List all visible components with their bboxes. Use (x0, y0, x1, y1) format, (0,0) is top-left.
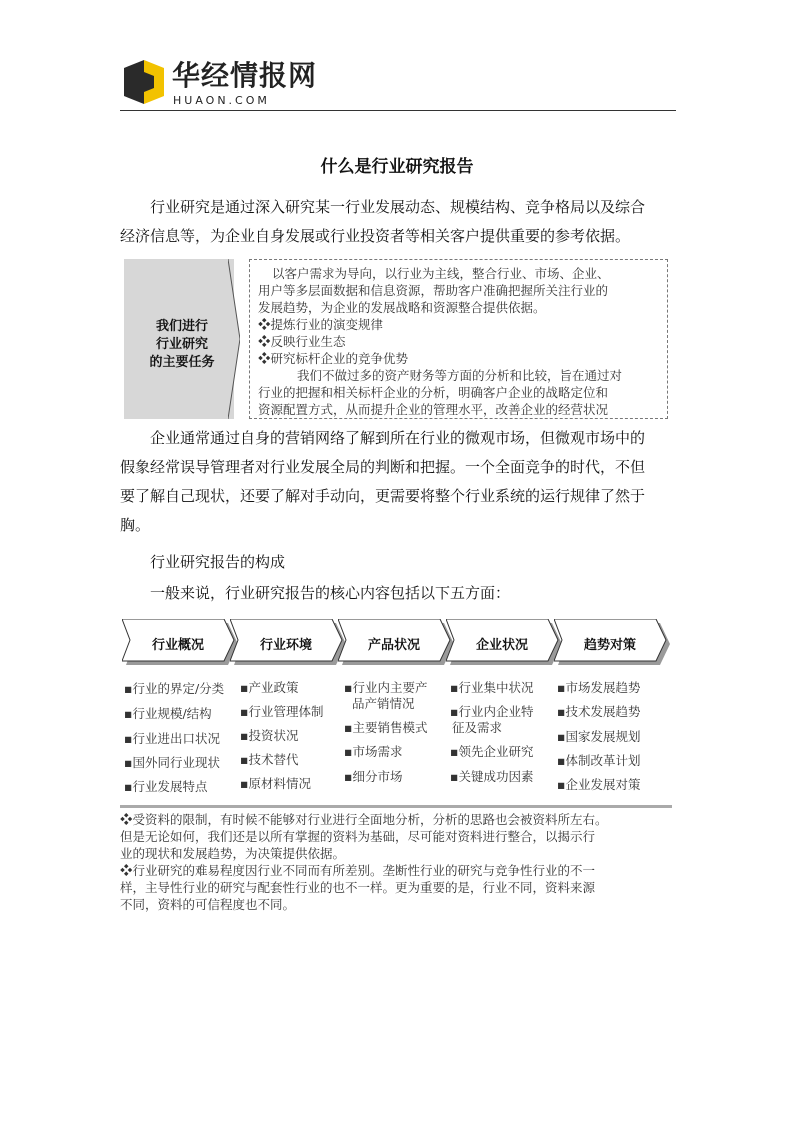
task-text-line: 行业的把握和相关标杆企业的分析，明确客户企业的战略定位和 (258, 385, 609, 400)
page-title: 什么是行业研究报告 (320, 157, 474, 177)
brand-domain: HUAON.COM (173, 94, 270, 107)
list-item: ▪技术替代 (240, 752, 299, 767)
market-paragraph (120, 424, 676, 540)
list-item: ▪行业发展特点 (124, 779, 208, 794)
list-item: ▪体制改革计划 (557, 753, 641, 768)
paragraph-line: 要了解自己现状，还要了解对手动向，更需要将整个行业系统的运行规律了然于 (120, 487, 646, 505)
list-item: 征及需求 (452, 720, 503, 735)
list-item: ▪国外同行业现状 (124, 755, 220, 770)
list-item: ▪企业发展对策 (557, 777, 641, 792)
list-item: ▪市场需求 (344, 744, 403, 759)
list-item: ▪关键成功因素 (450, 769, 534, 784)
column-header: 趋势对策 (583, 638, 636, 653)
list-item: ▪投资状况 (240, 728, 299, 743)
column-header: 行业概况 (151, 638, 204, 653)
header-divider (120, 110, 676, 111)
column-header: 企业状况 (475, 638, 528, 653)
figure-note: ❖行业研究的难易程度因行业不同而有所差别。垄断性行业的研究与竞争性行业的不一 (120, 863, 596, 878)
column-header: 行业环境 (259, 638, 312, 653)
figure-note: 样，主导性行业的研究与配套性行业的也不一样。更为重要的是，行业不同，资料来源 (120, 880, 596, 895)
figure-note: 业的现状和发展趋势，为决策提供依据。 (120, 846, 346, 861)
list-item: ▪行业内企业特 (450, 704, 534, 719)
intro-paragraph (120, 193, 676, 251)
figure-note: 但是无论如何，我们还是以所有掌握的资料为基础，尽可能对资料进行整合，以揭示行 (120, 829, 596, 844)
list-item: ▪细分市场 (344, 769, 403, 784)
figure-note: ❖受资料的限制，有时候不能够对行业进行全面地分析，分析的思路也会被资料所左右。 (120, 812, 608, 827)
task-text-line: 我们不做过多的资产财务等方面的分析和比较，旨在通过对 (297, 368, 623, 383)
list-item: ▪技术发展趋势 (557, 704, 641, 719)
brand-name: 华经情报网 (172, 59, 318, 92)
task-text-line: 用户等多层面数据和信息资源，帮助客户准确把握所关注行业的 (258, 283, 609, 298)
list-item: ▪行业内主要产 (344, 680, 428, 695)
list-item: ▪产业政策 (240, 680, 299, 695)
paragraph-line: 假象经常误导管理者对行业发展全局的判断和把握。一个全面竞争的时代，不但 (120, 458, 646, 476)
section-intro: 一般来说，行业研究报告的核心内容包括以下五方面： (150, 584, 511, 602)
list-item: ▪行业规模/结构 (124, 706, 212, 721)
task-bullet: ❖研究标杆企业的竞争优势 (258, 351, 409, 366)
list-item: ▪原材料情况 (240, 776, 311, 791)
list-item: ▪行业的界定/分类 (124, 681, 225, 696)
list-item: ▪行业管理体制 (240, 704, 324, 719)
list-item: ▪国家发展规划 (557, 729, 641, 744)
section-heading: 行业研究报告的构成 (150, 553, 286, 571)
task-bullet: ❖提炼行业的演变规律 (258, 317, 384, 332)
list-item: ▪领先企业研究 (450, 744, 534, 759)
paragraph-line: 行业研究是通过深入研究某一行业发展动态、规模结构、竞争格局以及综合 (150, 198, 646, 216)
task-bullet: ❖反映行业生态 (258, 334, 346, 349)
figure-note: 不同，资料的可信程度也不同。 (120, 897, 296, 912)
huaon-logo-icon (122, 60, 166, 104)
list-item: 品产销情况 (352, 696, 415, 711)
list-item: ▪市场发展趋势 (557, 680, 641, 695)
list-item: ▪行业进出口状况 (124, 731, 220, 746)
paragraph-line: 经济信息等，为企业自身发展或行业投资者等相关客户提供重要的参考依据。 (120, 227, 631, 245)
figure-divider (120, 805, 672, 808)
list-item: ▪主要销售模式 (344, 720, 428, 735)
paragraph-line: 胸。 (120, 516, 151, 534)
task-text-line: 资源配置方式，从而提升企业的管理水平，改善企业的经营状况 (258, 402, 609, 417)
task-text-line: 发展趋势，为企业的发展战略和资源整合提供依据。 (258, 300, 546, 315)
task-text-line: 以客户需求为导向，以行业为主线，整合行业、市场、企业、 (272, 266, 610, 281)
column-header: 产品状况 (367, 638, 420, 653)
task-label: 我们进行 行业研究 的主要任务 (149, 319, 215, 370)
list-item: ▪行业集中状况 (450, 680, 534, 695)
paragraph-line: 企业通常通过自身的营销网络了解到所在行业的微观市场，但微观市场中的 (150, 429, 646, 447)
